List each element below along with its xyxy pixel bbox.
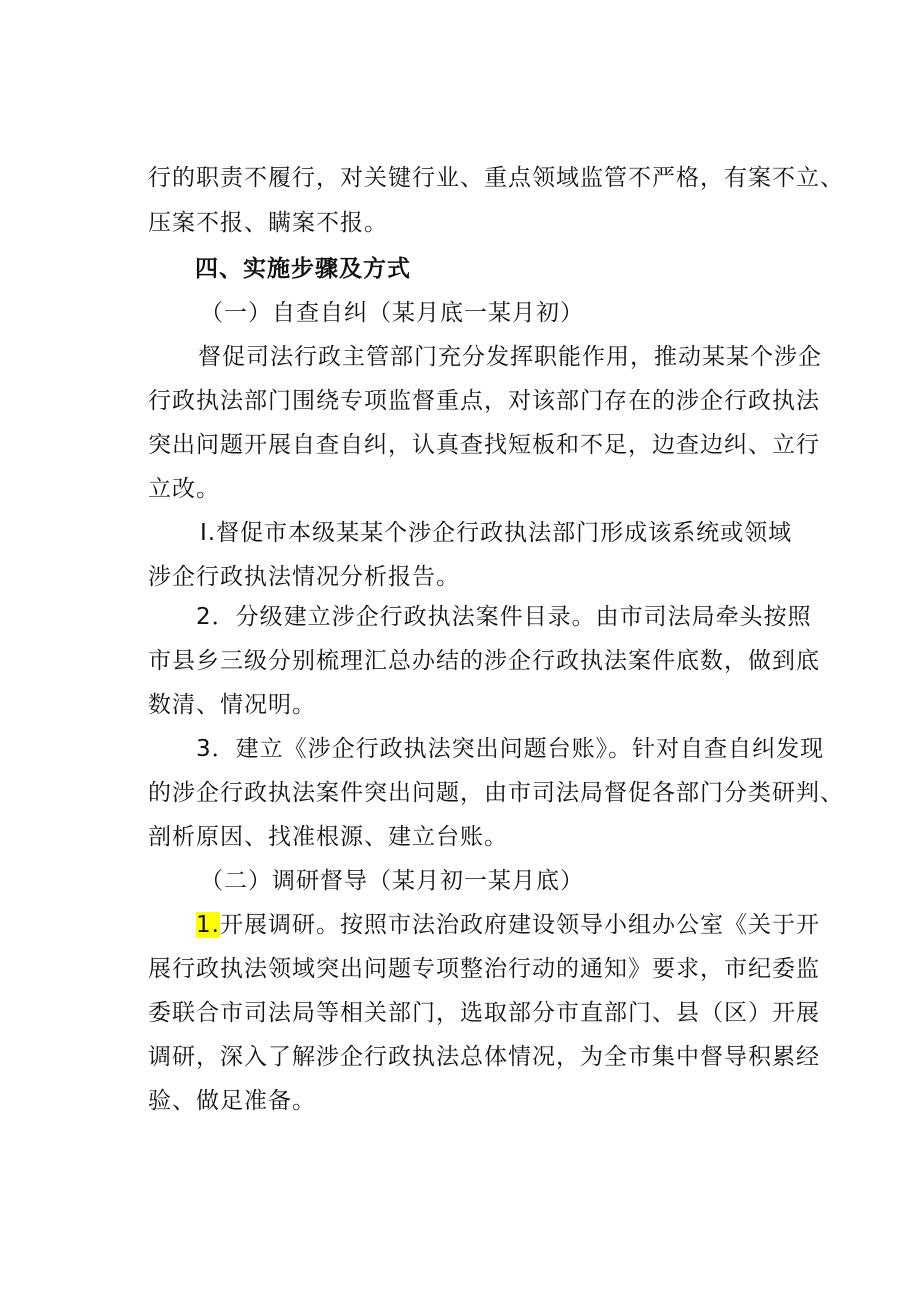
item-2-line-2: 市县乡三级分别梳理汇总办结的涉企行政执法案件底数，做到底 [148, 648, 820, 674]
item-3-line-3: 剖析原因、找准根源、建立台账。 [148, 824, 508, 850]
item-4-line-3: 委联合市司法局等相关部门，选取部分市直部门、县（区）开展 [148, 1000, 820, 1026]
item-4-line-2: 展行政执法领域突出问题专项整治行动的通知》要求，市纪委监 [148, 956, 820, 982]
item-2-line-1: 2．分级建立涉企行政执法案件目录。由市司法局牵头按照 [196, 604, 812, 630]
highlighted-item-number: 1. [196, 912, 220, 938]
subheading-research-supervision: （二）调研督导（某月初一某月底） [200, 868, 584, 894]
item-1-line-2: 涉企行政执法情况分析报告。 [148, 564, 460, 590]
paragraph-2-line-2: 行政执法部门围绕专项监督重点，对该部门存在的涉企行政执法 [148, 388, 820, 414]
paragraph-1-line-1: 行的职责不履行，对关键行业、重点领域监管不严格，有案不立、 [148, 165, 844, 191]
item-4-line-4: 调研，深入了解涉企行政执法总体情况，为全市集中督导积累经 [148, 1044, 820, 1070]
paragraph-1-line-2: 压案不报、瞒案不报。 [148, 210, 388, 236]
item-4-line-5: 验、做足准备。 [148, 1088, 316, 1114]
item-3-line-2: 的涉企行政执法案件突出问题，由市司法局督促各部门分类研判、 [148, 780, 844, 806]
item-2-line-3: 数清、情况明。 [148, 692, 316, 718]
item-3-line-1: 3．建立《涉企行政执法突出问题台账》。针对自查自纠发现 [196, 736, 825, 762]
paragraph-2-line-1: 督促司法行政主管部门充分发挥职能作用，推动某某个涉企 [198, 344, 822, 370]
subheading-self-check: （一）自查自纠（某月底一某月初） [200, 300, 584, 326]
item-4-line-1-text: 开展调研。按照市法治政府建设领导小组办公室《关于开 [219, 912, 820, 938]
paragraph-2-line-3: 突出问题开展自查自纠，认真查找短板和不足，边查边纠、立行 [148, 432, 820, 458]
section-heading-4: 四、实施步骤及方式 [195, 256, 411, 282]
item-4-line-1 [196, 910, 820, 940]
paragraph-2-line-4: 立改。 [148, 476, 220, 502]
item-1-line-1: I.督促市本级某某个涉企行政执法部门形成该系统或领域 [200, 520, 793, 546]
